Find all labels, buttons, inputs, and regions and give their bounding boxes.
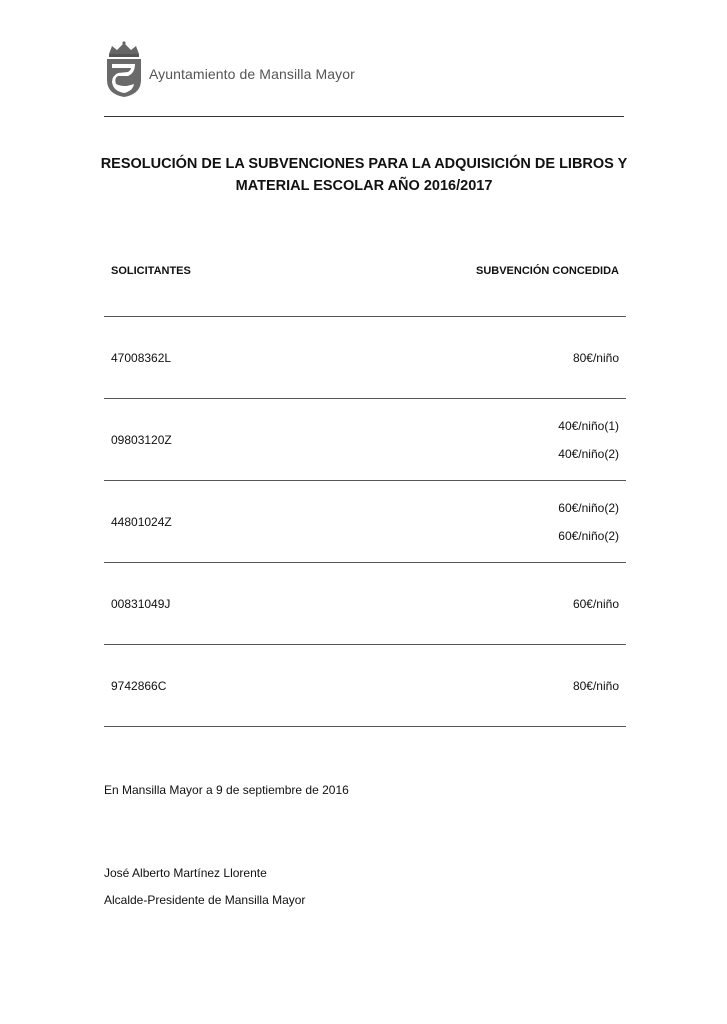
table-row [104, 645, 626, 727]
header-divider [104, 116, 624, 117]
grant-amounts [558, 494, 619, 550]
table-row [104, 481, 626, 563]
applicant-id: 9742866C [111, 678, 167, 693]
title-line-1: RESOLUCIÓN DE LA SUBVENCIONES PARA LA ADQUISICIÓN DE LIBROS Y [100, 156, 628, 172]
signer-role: Alcalde-Presidente de Mansilla Mayor [104, 893, 306, 907]
document-title [80, 153, 648, 197]
grant-amount: 60€/niño(2) [558, 528, 619, 543]
grant-amount: 60€/niño [572, 596, 619, 611]
grant-amount: 40€/niño(2) [558, 446, 619, 461]
grant-amounts [573, 344, 619, 372]
grant-amounts [558, 412, 619, 468]
applicant-id: 00831049J [111, 596, 171, 611]
grant-amount: 40€/niño(1) [558, 418, 619, 433]
table-row [104, 317, 626, 399]
grant-amounts [573, 672, 619, 700]
column-header-applicants: SOLICITANTES [111, 265, 191, 277]
title-line-2: MATERIAL ESCOLAR AÑO 2016/2017 [235, 178, 493, 194]
table-header [104, 258, 626, 317]
coat-of-arms-logo [104, 40, 144, 98]
signer-name: José Alberto Martínez Llorente [104, 866, 267, 880]
table-row [104, 563, 626, 645]
table-row [104, 399, 626, 481]
applicant-id: 44801024Z [111, 514, 172, 529]
column-header-grant: SUBVENCIÓN CONCEDIDA [475, 265, 619, 277]
organization-name: Ayuntamiento de Mansilla Mayor [149, 66, 355, 82]
place-and-date: En Mansilla Mayor a 9 de septiembre de 2016 [104, 783, 349, 797]
grant-amount: 80€/niño [572, 350, 619, 365]
applicant-id: 47008362L [111, 350, 172, 365]
grant-amount: 80€/niño [572, 678, 619, 693]
letterhead [104, 40, 354, 100]
grants-table [104, 258, 626, 727]
applicant-id: 09803120Z [111, 432, 172, 447]
grant-amounts [573, 590, 619, 618]
grant-amount: 60€/niño(2) [558, 500, 619, 515]
